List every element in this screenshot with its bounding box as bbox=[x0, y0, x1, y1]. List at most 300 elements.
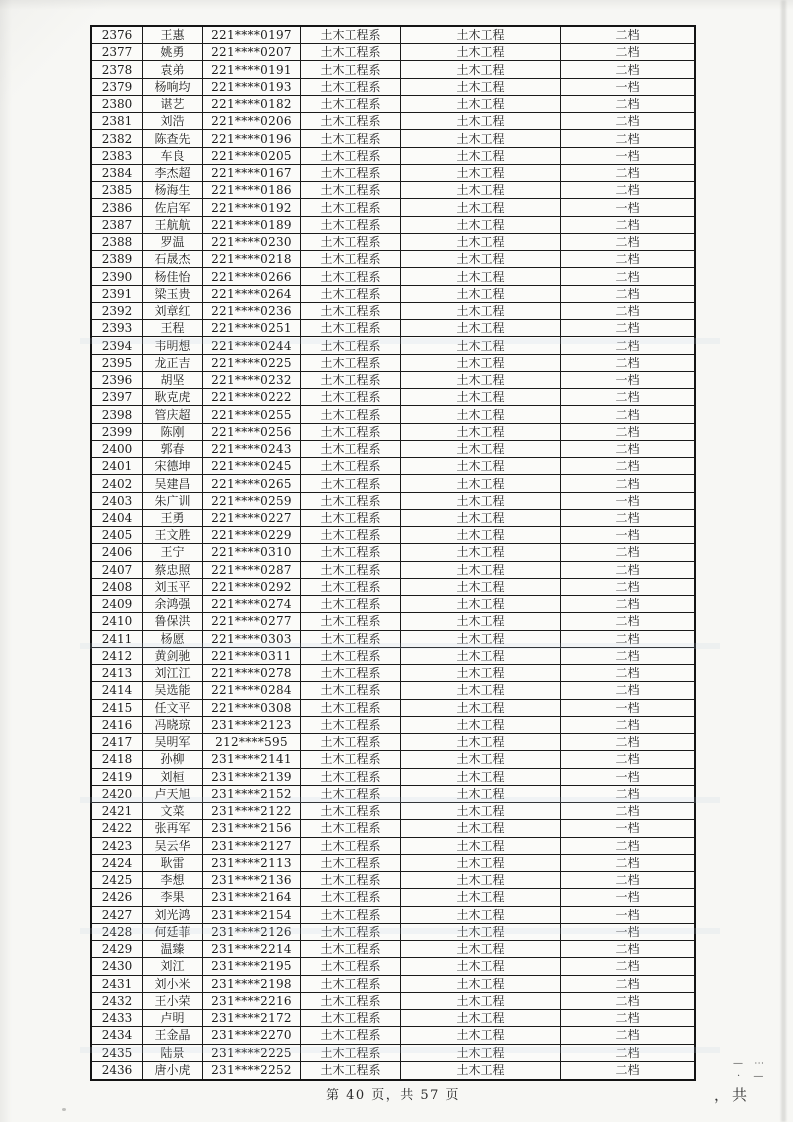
cell-dept: 土木工程系 bbox=[301, 993, 401, 1010]
cell-name: 卢明 bbox=[143, 1010, 203, 1027]
cell-code: 231****2270 bbox=[203, 1027, 301, 1044]
cell-name: 冯晓琼 bbox=[143, 717, 203, 734]
cell-major: 土木工程 bbox=[401, 424, 561, 441]
cell-dept: 土木工程系 bbox=[301, 510, 401, 527]
cell-id: 2413 bbox=[92, 665, 143, 682]
cell-id: 2393 bbox=[92, 320, 143, 337]
cell-id: 2422 bbox=[92, 820, 143, 837]
cell-id: 2378 bbox=[92, 61, 143, 78]
cell-major: 土木工程 bbox=[401, 941, 561, 958]
cell-code: 221****0303 bbox=[203, 631, 301, 648]
cell-major: 土木工程 bbox=[401, 648, 561, 665]
cell-tier: 一档 bbox=[561, 700, 694, 717]
cell-id: 2389 bbox=[92, 251, 143, 268]
cell-code: 221****0251 bbox=[203, 320, 301, 337]
cell-tier: 二档 bbox=[561, 61, 694, 78]
cell-major: 土木工程 bbox=[401, 251, 561, 268]
cell-dept: 土木工程系 bbox=[301, 337, 401, 354]
cell-code: 221****0225 bbox=[203, 355, 301, 372]
cell-tier: 一档 bbox=[561, 924, 694, 941]
cell-name: 王航航 bbox=[143, 217, 203, 234]
cell-dept: 土木工程系 bbox=[301, 113, 401, 130]
cell-dept: 土木工程系 bbox=[301, 234, 401, 251]
cell-name: 李果 bbox=[143, 889, 203, 906]
cell-id: 2429 bbox=[92, 941, 143, 958]
cell-code: 221****0167 bbox=[203, 165, 301, 182]
cell-code: 231****2164 bbox=[203, 889, 301, 906]
cell-tier: 二档 bbox=[561, 734, 694, 751]
cell-id: 2430 bbox=[92, 958, 143, 975]
cell-id: 2392 bbox=[92, 303, 143, 320]
cell-dept: 土木工程系 bbox=[301, 648, 401, 665]
cell-major: 土木工程 bbox=[401, 769, 561, 786]
cell-tier: 二档 bbox=[561, 458, 694, 475]
cell-name: 姚勇 bbox=[143, 44, 203, 61]
cell-id: 2391 bbox=[92, 286, 143, 303]
scan-speck bbox=[62, 1108, 66, 1111]
cell-dept: 土木工程系 bbox=[301, 303, 401, 320]
cell-tier: 二档 bbox=[561, 130, 694, 147]
cell-dept: 土木工程系 bbox=[301, 889, 401, 906]
cell-major: 土木工程 bbox=[401, 751, 561, 768]
cell-dept: 土木工程系 bbox=[301, 1062, 401, 1079]
cell-tier: 一档 bbox=[561, 199, 694, 216]
cell-tier: 二档 bbox=[561, 165, 694, 182]
cell-code: 231****2195 bbox=[203, 958, 301, 975]
cell-code: 231****2136 bbox=[203, 872, 301, 889]
cell-tier: 二档 bbox=[561, 251, 694, 268]
cell-code: 221****0244 bbox=[203, 337, 301, 354]
cell-major: 土木工程 bbox=[401, 182, 561, 199]
cell-dept: 土木工程系 bbox=[301, 976, 401, 993]
cell-major: 土木工程 bbox=[401, 665, 561, 682]
cell-id: 2395 bbox=[92, 355, 143, 372]
cell-code: 231****2156 bbox=[203, 820, 301, 837]
cell-name: 刘小米 bbox=[143, 976, 203, 993]
cell-dept: 土木工程系 bbox=[301, 96, 401, 113]
cell-dept: 土木工程系 bbox=[301, 389, 401, 406]
cell-code: 231****2216 bbox=[203, 993, 301, 1010]
cell-dept: 土木工程系 bbox=[301, 61, 401, 78]
cell-tier: 一档 bbox=[561, 889, 694, 906]
cell-code: 231****2172 bbox=[203, 1010, 301, 1027]
cell-id: 2418 bbox=[92, 751, 143, 768]
cell-major: 土木工程 bbox=[401, 165, 561, 182]
cell-id: 2431 bbox=[92, 976, 143, 993]
cell-tier: 二档 bbox=[561, 27, 694, 44]
cell-tier: 二档 bbox=[561, 337, 694, 354]
cell-dept: 土木工程系 bbox=[301, 924, 401, 941]
cell-name: 王程 bbox=[143, 320, 203, 337]
cell-id: 2386 bbox=[92, 199, 143, 216]
cell-id: 2416 bbox=[92, 717, 143, 734]
cell-tier: 二档 bbox=[561, 958, 694, 975]
cell-major: 土木工程 bbox=[401, 527, 561, 544]
cell-dept: 土木工程系 bbox=[301, 1010, 401, 1027]
cell-tier: 二档 bbox=[561, 286, 694, 303]
cell-dept: 土木工程系 bbox=[301, 820, 401, 837]
cell-major: 土木工程 bbox=[401, 579, 561, 596]
cell-major: 土木工程 bbox=[401, 441, 561, 458]
cell-name: 杨佳怡 bbox=[143, 268, 203, 285]
scan-bleed-text: ，共 bbox=[714, 1086, 751, 1104]
cell-code: 221****0229 bbox=[203, 527, 301, 544]
cell-tier: 一档 bbox=[561, 372, 694, 389]
cell-name: 袁弟 bbox=[143, 61, 203, 78]
cell-id: 2435 bbox=[92, 1045, 143, 1062]
cell-major: 土木工程 bbox=[401, 268, 561, 285]
cell-id: 2388 bbox=[92, 234, 143, 251]
cell-id: 2399 bbox=[92, 424, 143, 441]
cell-code: 212****595 bbox=[203, 734, 301, 751]
cell-dept: 土木工程系 bbox=[301, 1045, 401, 1062]
cell-dept: 土木工程系 bbox=[301, 475, 401, 492]
cell-tier: 一档 bbox=[561, 493, 694, 510]
cell-dept: 土木工程系 bbox=[301, 717, 401, 734]
scan-edge-shadow-left bbox=[0, 0, 12, 1122]
cell-id: 2423 bbox=[92, 838, 143, 855]
cell-dept: 土木工程系 bbox=[301, 682, 401, 699]
cell-code: 221****0197 bbox=[203, 27, 301, 44]
cell-code: 221****0292 bbox=[203, 579, 301, 596]
cell-dept: 土木工程系 bbox=[301, 286, 401, 303]
cell-major: 土木工程 bbox=[401, 1010, 561, 1027]
cell-tier: 二档 bbox=[561, 182, 694, 199]
cell-name: 石晟杰 bbox=[143, 251, 203, 268]
cell-tier: 一档 bbox=[561, 820, 694, 837]
cell-id: 2383 bbox=[92, 148, 143, 165]
cell-name: 陆景 bbox=[143, 1045, 203, 1062]
cell-code: 221****0264 bbox=[203, 286, 301, 303]
cell-dept: 土木工程系 bbox=[301, 751, 401, 768]
cell-code: 221****0266 bbox=[203, 268, 301, 285]
cell-tier: 一档 bbox=[561, 148, 694, 165]
cell-major: 土木工程 bbox=[401, 234, 561, 251]
cell-name: 梁玉贵 bbox=[143, 286, 203, 303]
cell-name: 耿雷 bbox=[143, 855, 203, 872]
cell-id: 2409 bbox=[92, 596, 143, 613]
cell-id: 2428 bbox=[92, 924, 143, 941]
cell-code: 221****0230 bbox=[203, 234, 301, 251]
cell-dept: 土木工程系 bbox=[301, 596, 401, 613]
cell-dept: 土木工程系 bbox=[301, 79, 401, 96]
cell-name: 吴建昌 bbox=[143, 475, 203, 492]
cell-tier: 二档 bbox=[561, 579, 694, 596]
cell-dept: 土木工程系 bbox=[301, 803, 401, 820]
cell-tier: 二档 bbox=[561, 268, 694, 285]
cell-major: 土木工程 bbox=[401, 458, 561, 475]
cell-major: 土木工程 bbox=[401, 79, 561, 96]
cell-dept: 土木工程系 bbox=[301, 199, 401, 216]
cell-id: 2417 bbox=[92, 734, 143, 751]
cell-name: 胡坚 bbox=[143, 372, 203, 389]
cell-id: 2407 bbox=[92, 562, 143, 579]
cell-id: 2425 bbox=[92, 872, 143, 889]
cell-major: 土木工程 bbox=[401, 958, 561, 975]
cell-name: 何廷菲 bbox=[143, 924, 203, 941]
cell-major: 土木工程 bbox=[401, 389, 561, 406]
cell-name: 刘江 bbox=[143, 958, 203, 975]
cell-major: 土木工程 bbox=[401, 613, 561, 630]
cell-major: 土木工程 bbox=[401, 372, 561, 389]
cell-major: 土木工程 bbox=[401, 682, 561, 699]
cell-dept: 土木工程系 bbox=[301, 217, 401, 234]
cell-major: 土木工程 bbox=[401, 993, 561, 1010]
cell-major: 土木工程 bbox=[401, 872, 561, 889]
cell-name: 刘浩 bbox=[143, 113, 203, 130]
cell-dept: 土木工程系 bbox=[301, 665, 401, 682]
cell-tier: 二档 bbox=[561, 613, 694, 630]
cell-tier: 二档 bbox=[561, 596, 694, 613]
cell-major: 土木工程 bbox=[401, 838, 561, 855]
cell-code: 221****0191 bbox=[203, 61, 301, 78]
cell-id: 2397 bbox=[92, 389, 143, 406]
cell-id: 2387 bbox=[92, 217, 143, 234]
cell-code: 221****0310 bbox=[203, 544, 301, 561]
cell-name: 吴选能 bbox=[143, 682, 203, 699]
cell-code: 221****0287 bbox=[203, 562, 301, 579]
cell-name: 孙柳 bbox=[143, 751, 203, 768]
cell-major: 土木工程 bbox=[401, 596, 561, 613]
cell-code: 221****0222 bbox=[203, 389, 301, 406]
cell-code: 231****2113 bbox=[203, 855, 301, 872]
cell-tier: 二档 bbox=[561, 941, 694, 958]
cell-name: 龙正吉 bbox=[143, 355, 203, 372]
cell-dept: 土木工程系 bbox=[301, 734, 401, 751]
cell-tier: 二档 bbox=[561, 855, 694, 872]
cell-id: 2414 bbox=[92, 682, 143, 699]
cell-tier: 二档 bbox=[561, 303, 694, 320]
cell-tier: 二档 bbox=[561, 803, 694, 820]
cell-name: 黄剑驰 bbox=[143, 648, 203, 665]
cell-code: 221****0265 bbox=[203, 475, 301, 492]
cell-major: 土木工程 bbox=[401, 475, 561, 492]
cell-major: 土木工程 bbox=[401, 976, 561, 993]
cell-tier: 二档 bbox=[561, 838, 694, 855]
cell-name: 管庆超 bbox=[143, 406, 203, 423]
cell-code: 221****0277 bbox=[203, 613, 301, 630]
cell-dept: 土木工程系 bbox=[301, 786, 401, 803]
cell-major: 土木工程 bbox=[401, 889, 561, 906]
cell-name: 刘光鸿 bbox=[143, 907, 203, 924]
cell-tier: 二档 bbox=[561, 320, 694, 337]
cell-name: 王小荣 bbox=[143, 993, 203, 1010]
cell-major: 土木工程 bbox=[401, 734, 561, 751]
cell-id: 2433 bbox=[92, 1010, 143, 1027]
cell-code: 221****0189 bbox=[203, 217, 301, 234]
cell-dept: 土木工程系 bbox=[301, 1027, 401, 1044]
cell-name: 郭春 bbox=[143, 441, 203, 458]
cell-id: 2421 bbox=[92, 803, 143, 820]
cell-major: 土木工程 bbox=[401, 1062, 561, 1079]
cell-code: 231****2139 bbox=[203, 769, 301, 786]
cell-code: 221****0218 bbox=[203, 251, 301, 268]
cell-id: 2382 bbox=[92, 130, 143, 147]
scan-edge-shadow-top bbox=[0, 0, 793, 10]
cell-tier: 二档 bbox=[561, 510, 694, 527]
cell-major: 土木工程 bbox=[401, 61, 561, 78]
cell-id: 2381 bbox=[92, 113, 143, 130]
cell-name: 蔡忠照 bbox=[143, 562, 203, 579]
cell-id: 2404 bbox=[92, 510, 143, 527]
cell-dept: 土木工程系 bbox=[301, 872, 401, 889]
cell-major: 土木工程 bbox=[401, 510, 561, 527]
cell-tier: 二档 bbox=[561, 441, 694, 458]
cell-id: 2411 bbox=[92, 631, 143, 648]
cell-tier: 二档 bbox=[561, 648, 694, 665]
cell-tier: 二档 bbox=[561, 976, 694, 993]
cell-dept: 土木工程系 bbox=[301, 941, 401, 958]
cell-name: 朱广训 bbox=[143, 493, 203, 510]
cell-dept: 土木工程系 bbox=[301, 165, 401, 182]
cell-dept: 土木工程系 bbox=[301, 544, 401, 561]
cell-name: 宋德坤 bbox=[143, 458, 203, 475]
cell-tier: 二档 bbox=[561, 96, 694, 113]
cell-dept: 土木工程系 bbox=[301, 251, 401, 268]
cell-name: 卢天旭 bbox=[143, 786, 203, 803]
cell-name: 刘玉平 bbox=[143, 579, 203, 596]
cell-id: 2380 bbox=[92, 96, 143, 113]
cell-major: 土木工程 bbox=[401, 27, 561, 44]
cell-dept: 土木工程系 bbox=[301, 458, 401, 475]
cell-name: 余鸿强 bbox=[143, 596, 203, 613]
cell-dept: 土木工程系 bbox=[301, 631, 401, 648]
cell-tier: 二档 bbox=[561, 872, 694, 889]
page-number-footer: 第 40 页，共 57 页 bbox=[325, 1088, 461, 1103]
cell-tier: 二档 bbox=[561, 389, 694, 406]
cell-code: 221****0192 bbox=[203, 199, 301, 216]
cell-code: 221****0232 bbox=[203, 372, 301, 389]
cell-major: 土木工程 bbox=[401, 44, 561, 61]
cell-major: 土木工程 bbox=[401, 113, 561, 130]
cell-name: 王金晶 bbox=[143, 1027, 203, 1044]
cell-major: 土木工程 bbox=[401, 148, 561, 165]
cell-code: 221****0243 bbox=[203, 441, 301, 458]
cell-major: 土木工程 bbox=[401, 96, 561, 113]
cell-id: 2410 bbox=[92, 613, 143, 630]
cell-dept: 土木工程系 bbox=[301, 424, 401, 441]
cell-name: 唐小虎 bbox=[143, 1062, 203, 1079]
cell-id: 2426 bbox=[92, 889, 143, 906]
cell-id: 2420 bbox=[92, 786, 143, 803]
cell-dept: 土木工程系 bbox=[301, 320, 401, 337]
cell-major: 土木工程 bbox=[401, 631, 561, 648]
cell-code: 221****0255 bbox=[203, 406, 301, 423]
cell-dept: 土木工程系 bbox=[301, 838, 401, 855]
cell-code: 221****0236 bbox=[203, 303, 301, 320]
cell-id: 2377 bbox=[92, 44, 143, 61]
cell-tier: 二档 bbox=[561, 665, 694, 682]
cell-tier: 二档 bbox=[561, 217, 694, 234]
cell-name: 鲁保洪 bbox=[143, 613, 203, 630]
cell-name: 杨愿 bbox=[143, 631, 203, 648]
cell-dept: 土木工程系 bbox=[301, 268, 401, 285]
cell-id: 2385 bbox=[92, 182, 143, 199]
cell-code: 221****0193 bbox=[203, 79, 301, 96]
cell-tier: 二档 bbox=[561, 562, 694, 579]
cell-code: 221****0186 bbox=[203, 182, 301, 199]
cell-code: 231****2252 bbox=[203, 1062, 301, 1079]
cell-name: 佐启军 bbox=[143, 199, 203, 216]
cell-dept: 土木工程系 bbox=[301, 579, 401, 596]
cell-major: 土木工程 bbox=[401, 1045, 561, 1062]
cell-dept: 土木工程系 bbox=[301, 700, 401, 717]
cell-name: 王宁 bbox=[143, 544, 203, 561]
cell-dept: 土木工程系 bbox=[301, 441, 401, 458]
cell-name: 谌艺 bbox=[143, 96, 203, 113]
cell-dept: 土木工程系 bbox=[301, 562, 401, 579]
scan-bleed-marks: · — bbox=[737, 1071, 769, 1082]
cell-code: 231****2154 bbox=[203, 907, 301, 924]
cell-tier: 二档 bbox=[561, 424, 694, 441]
cell-major: 土木工程 bbox=[401, 855, 561, 872]
cell-code: 231****2126 bbox=[203, 924, 301, 941]
cell-name: 王文胜 bbox=[143, 527, 203, 544]
cell-tier: 二档 bbox=[561, 1045, 694, 1062]
cell-code: 221****0311 bbox=[203, 648, 301, 665]
cell-dept: 土木工程系 bbox=[301, 613, 401, 630]
cell-dept: 土木工程系 bbox=[301, 355, 401, 372]
cell-major: 土木工程 bbox=[401, 199, 561, 216]
cell-code: 221****0284 bbox=[203, 682, 301, 699]
cell-dept: 土木工程系 bbox=[301, 493, 401, 510]
cell-code: 231****2198 bbox=[203, 976, 301, 993]
cell-tier: 二档 bbox=[561, 1010, 694, 1027]
cell-id: 2402 bbox=[92, 475, 143, 492]
cell-code: 231****2214 bbox=[203, 941, 301, 958]
cell-major: 土木工程 bbox=[401, 406, 561, 423]
cell-id: 2379 bbox=[92, 79, 143, 96]
cell-tier: 二档 bbox=[561, 751, 694, 768]
cell-id: 2424 bbox=[92, 855, 143, 872]
cell-id: 2403 bbox=[92, 493, 143, 510]
cell-code: 221****0274 bbox=[203, 596, 301, 613]
cell-major: 土木工程 bbox=[401, 303, 561, 320]
cell-id: 2419 bbox=[92, 769, 143, 786]
cell-name: 刘章红 bbox=[143, 303, 203, 320]
cell-code: 231****2123 bbox=[203, 717, 301, 734]
cell-tier: 一档 bbox=[561, 527, 694, 544]
cell-major: 土木工程 bbox=[401, 286, 561, 303]
cell-id: 2427 bbox=[92, 907, 143, 924]
cell-name: 文菜 bbox=[143, 803, 203, 820]
cell-code: 221****0308 bbox=[203, 700, 301, 717]
cell-code: 231****2141 bbox=[203, 751, 301, 768]
cell-tier: 二档 bbox=[561, 44, 694, 61]
cell-name: 任文平 bbox=[143, 700, 203, 717]
cell-tier: 二档 bbox=[561, 475, 694, 492]
cell-major: 土木工程 bbox=[401, 820, 561, 837]
cell-code: 221****0196 bbox=[203, 130, 301, 147]
cell-id: 2384 bbox=[92, 165, 143, 182]
cell-dept: 土木工程系 bbox=[301, 907, 401, 924]
cell-name: 李杰超 bbox=[143, 165, 203, 182]
cell-major: 土木工程 bbox=[401, 907, 561, 924]
cell-major: 土木工程 bbox=[401, 786, 561, 803]
cell-tier: 二档 bbox=[561, 234, 694, 251]
cell-tier: 二档 bbox=[561, 1027, 694, 1044]
cell-code: 221****0207 bbox=[203, 44, 301, 61]
cell-id: 2432 bbox=[92, 993, 143, 1010]
cell-major: 土木工程 bbox=[401, 130, 561, 147]
cell-id: 2398 bbox=[92, 406, 143, 423]
cell-code: 231****2122 bbox=[203, 803, 301, 820]
cell-dept: 土木工程系 bbox=[301, 44, 401, 61]
cell-tier: 一档 bbox=[561, 907, 694, 924]
cell-tier: 二档 bbox=[561, 113, 694, 130]
cell-id: 2390 bbox=[92, 268, 143, 285]
cell-id: 2412 bbox=[92, 648, 143, 665]
